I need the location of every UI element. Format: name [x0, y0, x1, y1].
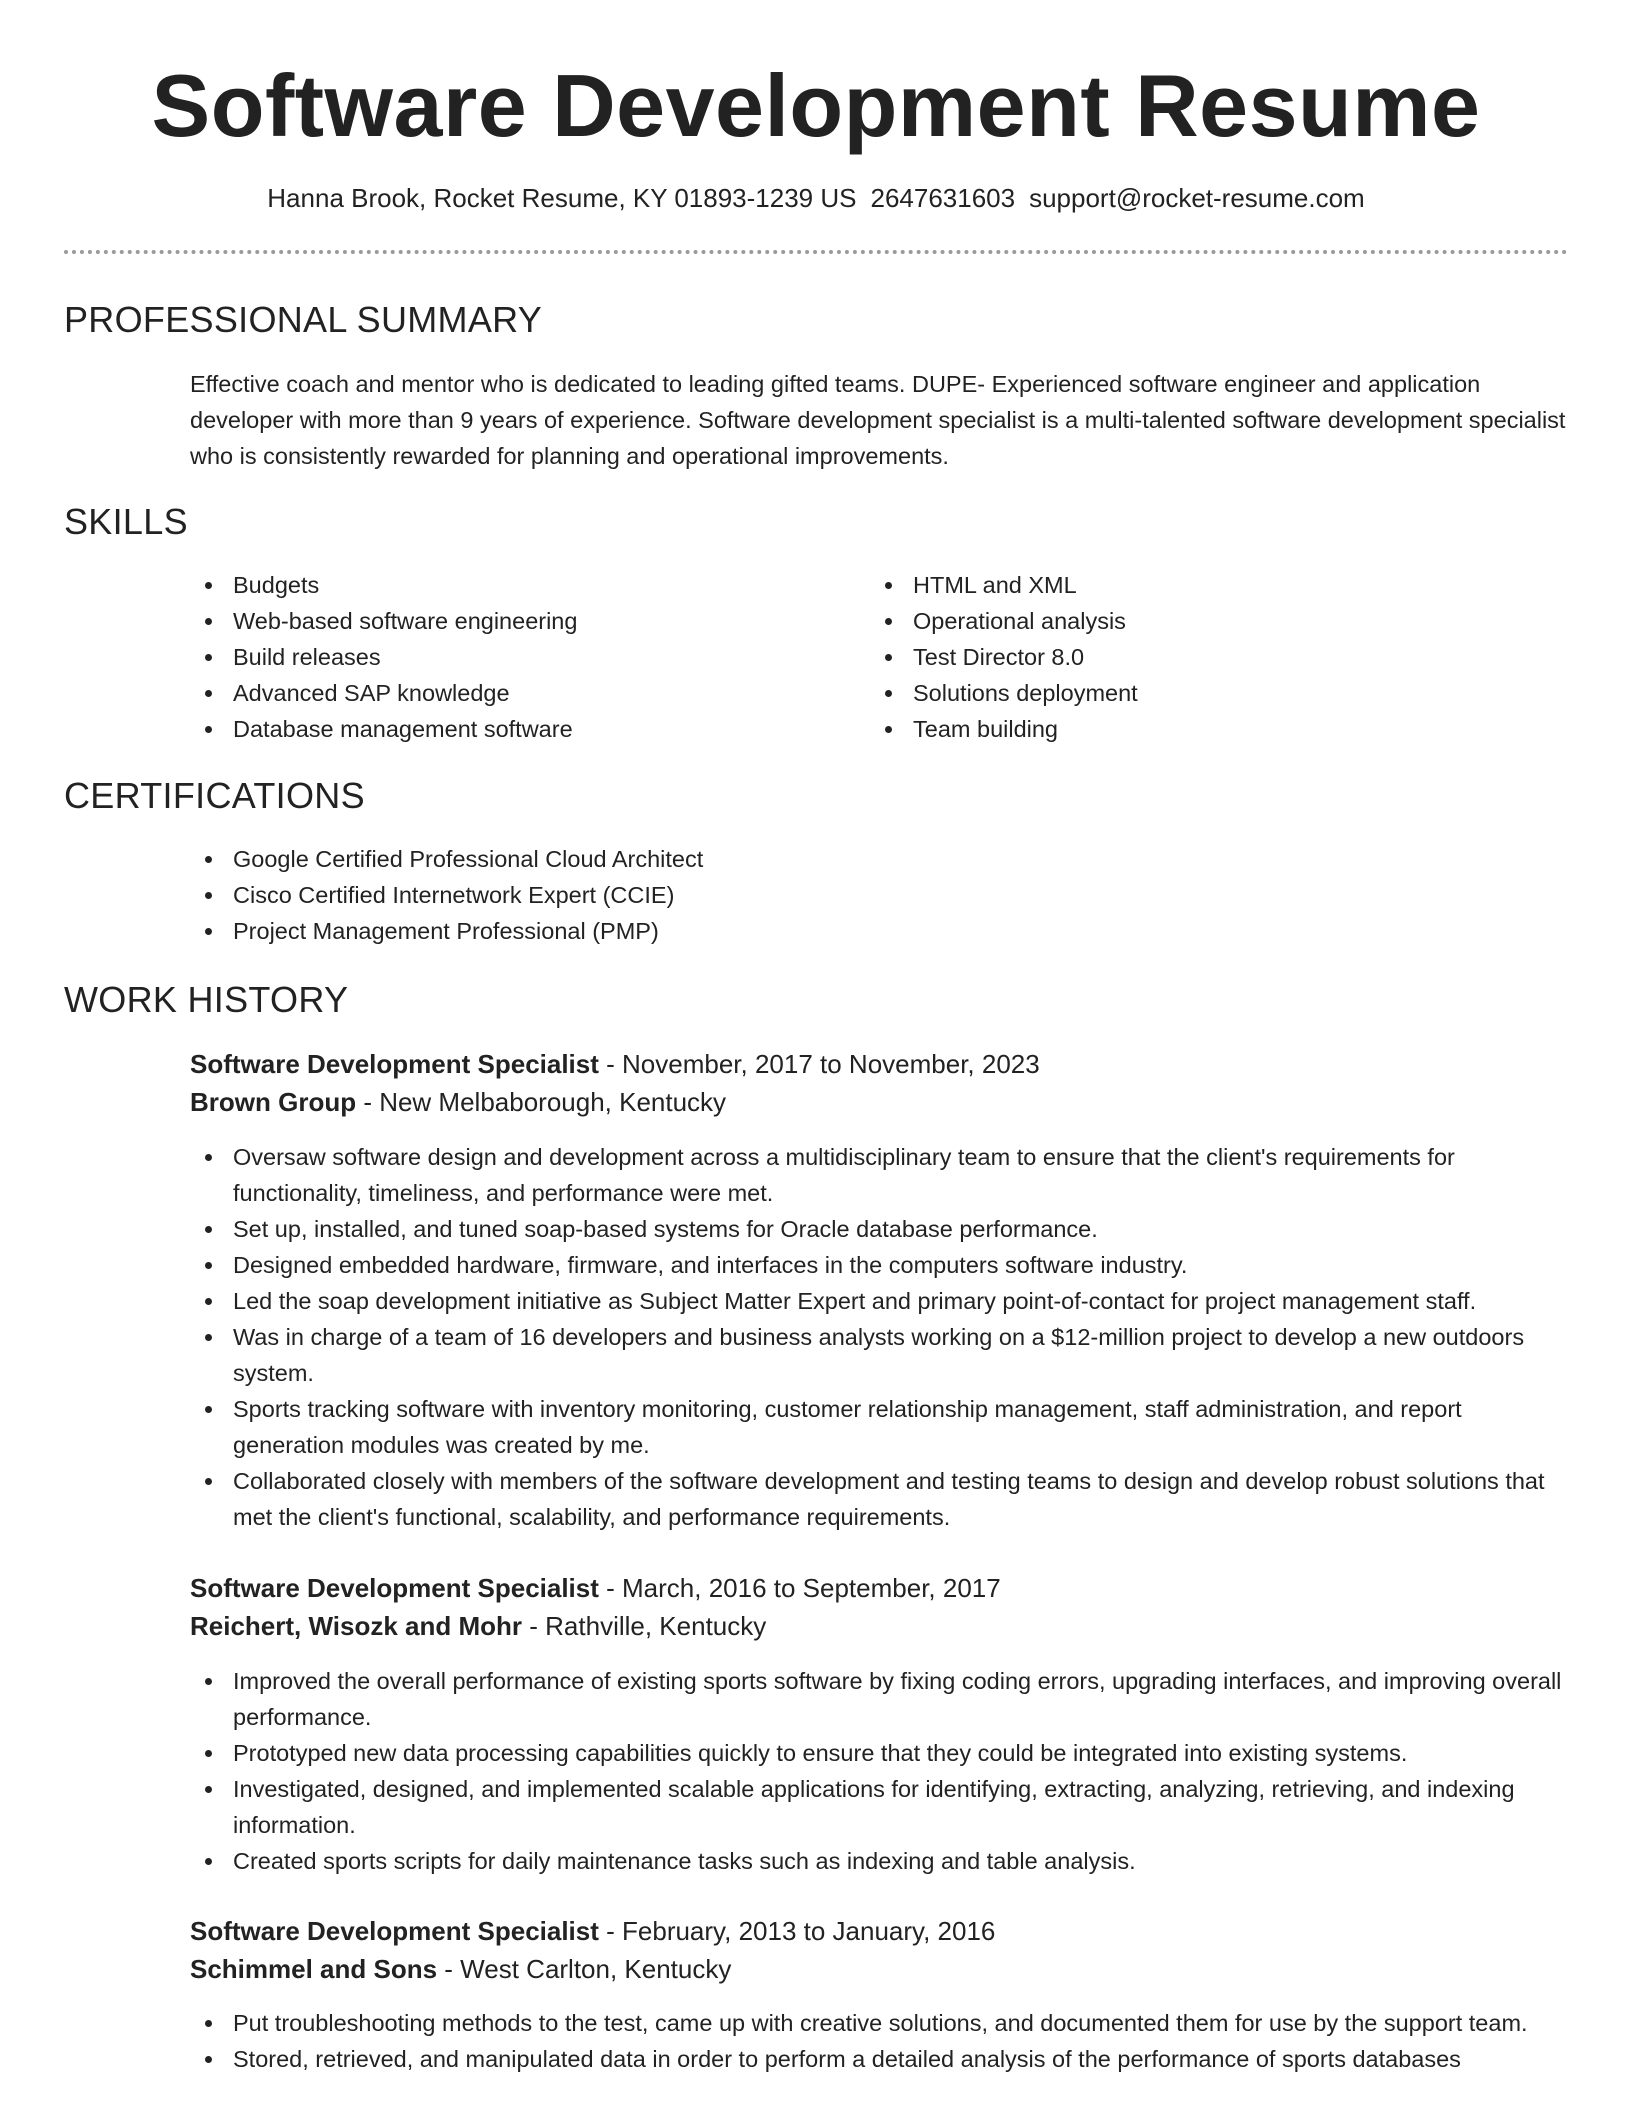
- job-title-line: [190, 1912, 995, 1950]
- job-bullet: Was in charge of a team of 16 developers and business analysts working on a $12-million project to develop a new outdoors system.: [190, 1319, 1570, 1391]
- certifications-list: [190, 841, 1570, 949]
- job-company: Schimmel and Sons: [190, 1954, 438, 1984]
- job-company-line: [190, 1083, 726, 1121]
- certification-item: Project Management Professional (PMP): [190, 913, 1570, 949]
- skills-list-right: [870, 567, 1510, 747]
- job-bullets: [190, 2005, 1570, 2077]
- certification-item: Google Certified Professional Cloud Architect: [190, 841, 1570, 877]
- job-dates: - November, 2017 to November, 2023: [598, 1049, 1040, 1079]
- resume-title: Software Development Resume: [151, 56, 1481, 155]
- certification-item: Cisco Certified Internetwork Expert (CCIE): [190, 877, 1570, 913]
- certifications-heading: CERTIFICATIONS: [64, 775, 365, 816]
- contact-address: Hanna Brook, Rocket Resume, KY 01893-1239 US: [267, 183, 857, 213]
- skill-item: Team building: [870, 711, 1510, 747]
- job-company-line: [190, 1607, 766, 1645]
- job-title: Software Development Specialist: [190, 1049, 599, 1079]
- job-title-line: [190, 1045, 1040, 1083]
- skill-item: Advanced SAP knowledge: [190, 675, 830, 711]
- job-bullet: Created sports scripts for daily maintenance tasks such as indexing and table analysis.: [190, 1843, 1570, 1879]
- job-title: Software Development Specialist: [190, 1916, 599, 1946]
- job-dates: - February, 2013 to January, 2016: [598, 1916, 996, 1946]
- summary-heading: PROFESSIONAL SUMMARY: [64, 299, 543, 340]
- contact-phone: 2647631603: [870, 183, 1016, 213]
- job-bullet: Led the soap development initiative as Subject Matter Expert and primary point-of-contact for project management staff.: [190, 1283, 1570, 1319]
- job-location: - West Carlton, Kentucky: [437, 1954, 732, 1984]
- job-bullets: [190, 1139, 1570, 1535]
- job-location: - New Melbaborough, Kentucky: [356, 1087, 727, 1117]
- job-company-line: [190, 1950, 731, 1988]
- job-bullet: Collaborated closely with members of the software development and testing teams to design and develop robust solutions that met the client's functional, scalability, and performance requirements.: [190, 1463, 1570, 1535]
- job-bullet: Stored, retrieved, and manipulated data in order to perform a detailed analysis of the performance of sports databases: [190, 2041, 1570, 2077]
- skills-list-left: [190, 567, 830, 747]
- skill-item: HTML and XML: [870, 567, 1510, 603]
- job-dates: - March, 2016 to September, 2017: [598, 1573, 1001, 1603]
- skill-item: Solutions deployment: [870, 675, 1510, 711]
- job-bullet: Put troubleshooting methods to the test, came up with creative solutions, and documented them for use by the support team.: [190, 2005, 1570, 2041]
- contact-email[interactable]: support@rocket-resume.com: [1029, 183, 1365, 213]
- summary-text: Effective coach and mentor who is dedicated to leading gifted teams. DUPE- Experienced software engineer and application developer with more than 9 years of experience. Software development specialist is a multi-talented software development specialist who is consistently rewarded for planning and operational improvements.: [190, 371, 1566, 469]
- skill-item: Build releases: [190, 639, 830, 675]
- skill-item: Database management software: [190, 711, 830, 747]
- skill-item: Test Director 8.0: [870, 639, 1510, 675]
- skill-item: Web-based software engineering: [190, 603, 830, 639]
- job-title-line: [190, 1569, 1001, 1607]
- job-company: Brown Group: [190, 1087, 357, 1117]
- job-bullet: Investigated, designed, and implemented scalable applications for identifying, extracting, analyzing, retrieving, and indexing information.: [190, 1771, 1570, 1843]
- job-bullet: Designed embedded hardware, firmware, and interfaces in the computers software industry.: [190, 1247, 1570, 1283]
- skill-item: Budgets: [190, 567, 830, 603]
- job-bullet: Prototyped new data processing capabilities quickly to ensure that they could be integrated into existing systems.: [190, 1735, 1570, 1771]
- work-history-heading: WORK HISTORY: [64, 979, 349, 1020]
- skill-item: Operational analysis: [870, 603, 1510, 639]
- job-bullets: [190, 1663, 1570, 1879]
- job-title: Software Development Specialist: [190, 1573, 599, 1603]
- job-location: - Rathville, Kentucky: [522, 1611, 767, 1641]
- header-divider: [64, 250, 1568, 254]
- job-bullet: Set up, installed, and tuned soap-based systems for Oracle database performance.: [190, 1211, 1570, 1247]
- job-company: Reichert, Wisozk and Mohr: [190, 1611, 523, 1641]
- skills-heading: SKILLS: [64, 501, 188, 542]
- job-bullet: Sports tracking software with inventory monitoring, customer relationship management, staff administration, and report generation modules was created by me.: [190, 1391, 1570, 1463]
- job-bullet: Oversaw software design and development across a multidisciplinary team to ensure that the client's requirements for functionality, timeliness, and performance were met.: [190, 1139, 1570, 1211]
- job-bullet: Improved the overall performance of existing sports software by fixing coding errors, upgrading interfaces, and improving overall performance.: [190, 1663, 1570, 1735]
- contact-line: [0, 180, 1632, 216]
